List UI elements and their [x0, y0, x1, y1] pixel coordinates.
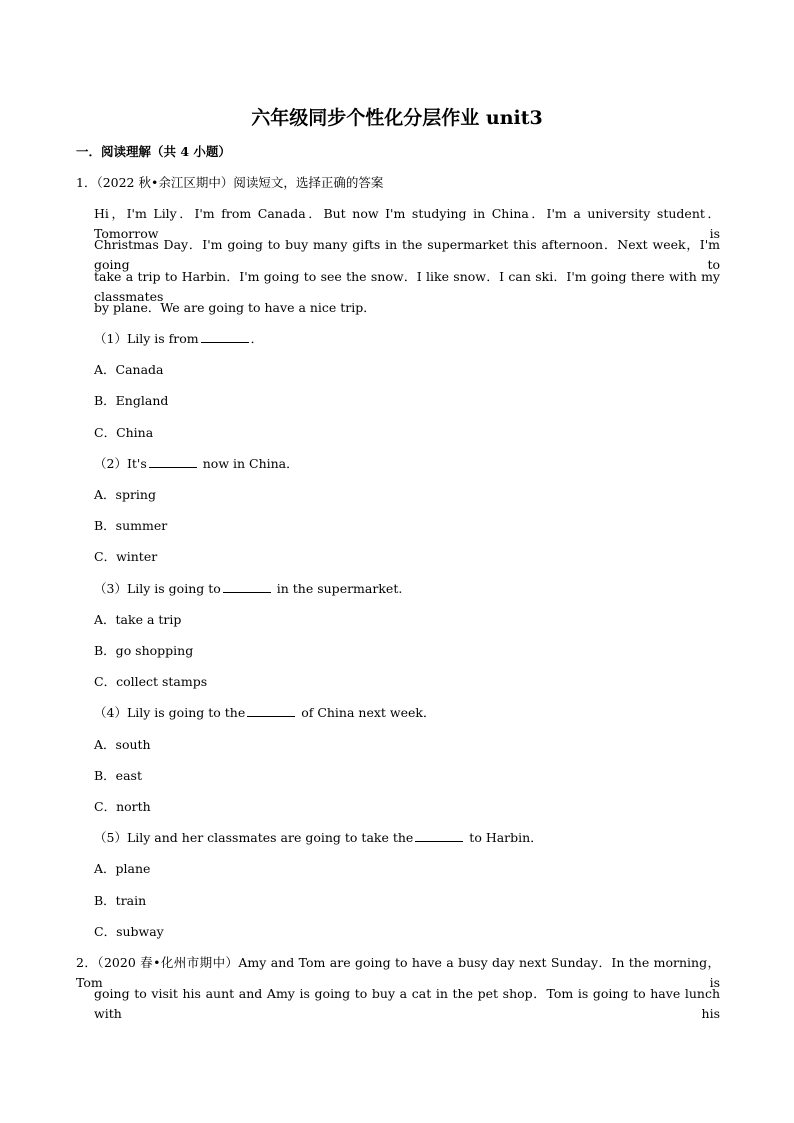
option-b: B．go shopping: [94, 643, 194, 658]
passage-line: Christmas Day．I'm going to buy many gifts in the supermarket this afternoon．Next week，I'm going to: [94, 237, 720, 272]
answer-blank: [149, 455, 197, 468]
option-a: A．south: [94, 737, 151, 752]
sub-question-5: [94, 828, 543, 848]
sub-question-text: （5）Lily and her classmates are going to take the: [94, 830, 414, 845]
sub-question-text: ．: [250, 331, 264, 346]
option-b: B．summer: [94, 518, 168, 533]
passage-line: take a trip to Harbin．I'm going to see the snow．I like snow．I can ski．I'm going there with my classmates: [94, 269, 720, 304]
option-b: B．east: [94, 768, 142, 783]
sub-question-text: in the supermarket.: [272, 581, 403, 596]
option-c: C．subway: [94, 924, 164, 939]
passage-line: Hi，I'm Lily．I'm from Canada．But now I'm studying in China．I'm a university student．Tomorrow is: [94, 206, 720, 241]
option-a: A．spring: [94, 487, 156, 502]
answer-blank: [223, 580, 271, 593]
sub-question-text: （3）Lily is going to: [94, 581, 221, 596]
option-a: A．take a trip: [94, 612, 182, 627]
sub-question-text: of China next week．: [297, 705, 436, 720]
question-2-heading: 2．（2020 春•化州市期中）Amy and Tom are going to have a busy day next Sunday．In the morning，Tom is: [76, 955, 720, 990]
section-heading: 一．阅读理解（共 4 小题）: [76, 144, 231, 159]
option-b: B．England: [94, 393, 169, 408]
sub-question-text: （1）Lily is from: [94, 331, 199, 346]
sub-question-2: [94, 454, 299, 474]
option-a: A．plane: [94, 861, 151, 876]
sub-question-text: to Harbin．: [465, 830, 543, 845]
option-b: B．train: [94, 893, 147, 908]
option-c: C．China: [94, 425, 154, 440]
answer-blank: [247, 704, 295, 717]
document-title: 六年级同步个性化分层作业 unit3: [251, 107, 543, 129]
question-1-heading: 1．（2022 秋•余江区期中）阅读短文，选择正确的答案: [76, 175, 384, 190]
option-c: C．north: [94, 799, 151, 814]
sub-question-text: （2）It's: [94, 456, 147, 471]
option-a: A．Canada: [94, 362, 164, 377]
sub-question-text: now in China．: [198, 456, 299, 471]
option-c: C．collect stamps: [94, 674, 208, 689]
passage-line: by plane．We are going to have a nice trip．: [94, 300, 376, 315]
sub-question-text: （4）Lily is going to the: [94, 705, 246, 720]
sub-question-3: [94, 579, 402, 599]
sub-question-1: [94, 329, 263, 349]
passage-line: going to visit his aunt and Amy is going to buy a cat in the pet shop．Tom is going to have lunch with his: [94, 986, 720, 1021]
answer-blank: [415, 829, 463, 842]
sub-question-4: [94, 703, 435, 723]
answer-blank: [201, 330, 249, 343]
option-c: C．winter: [94, 549, 158, 564]
